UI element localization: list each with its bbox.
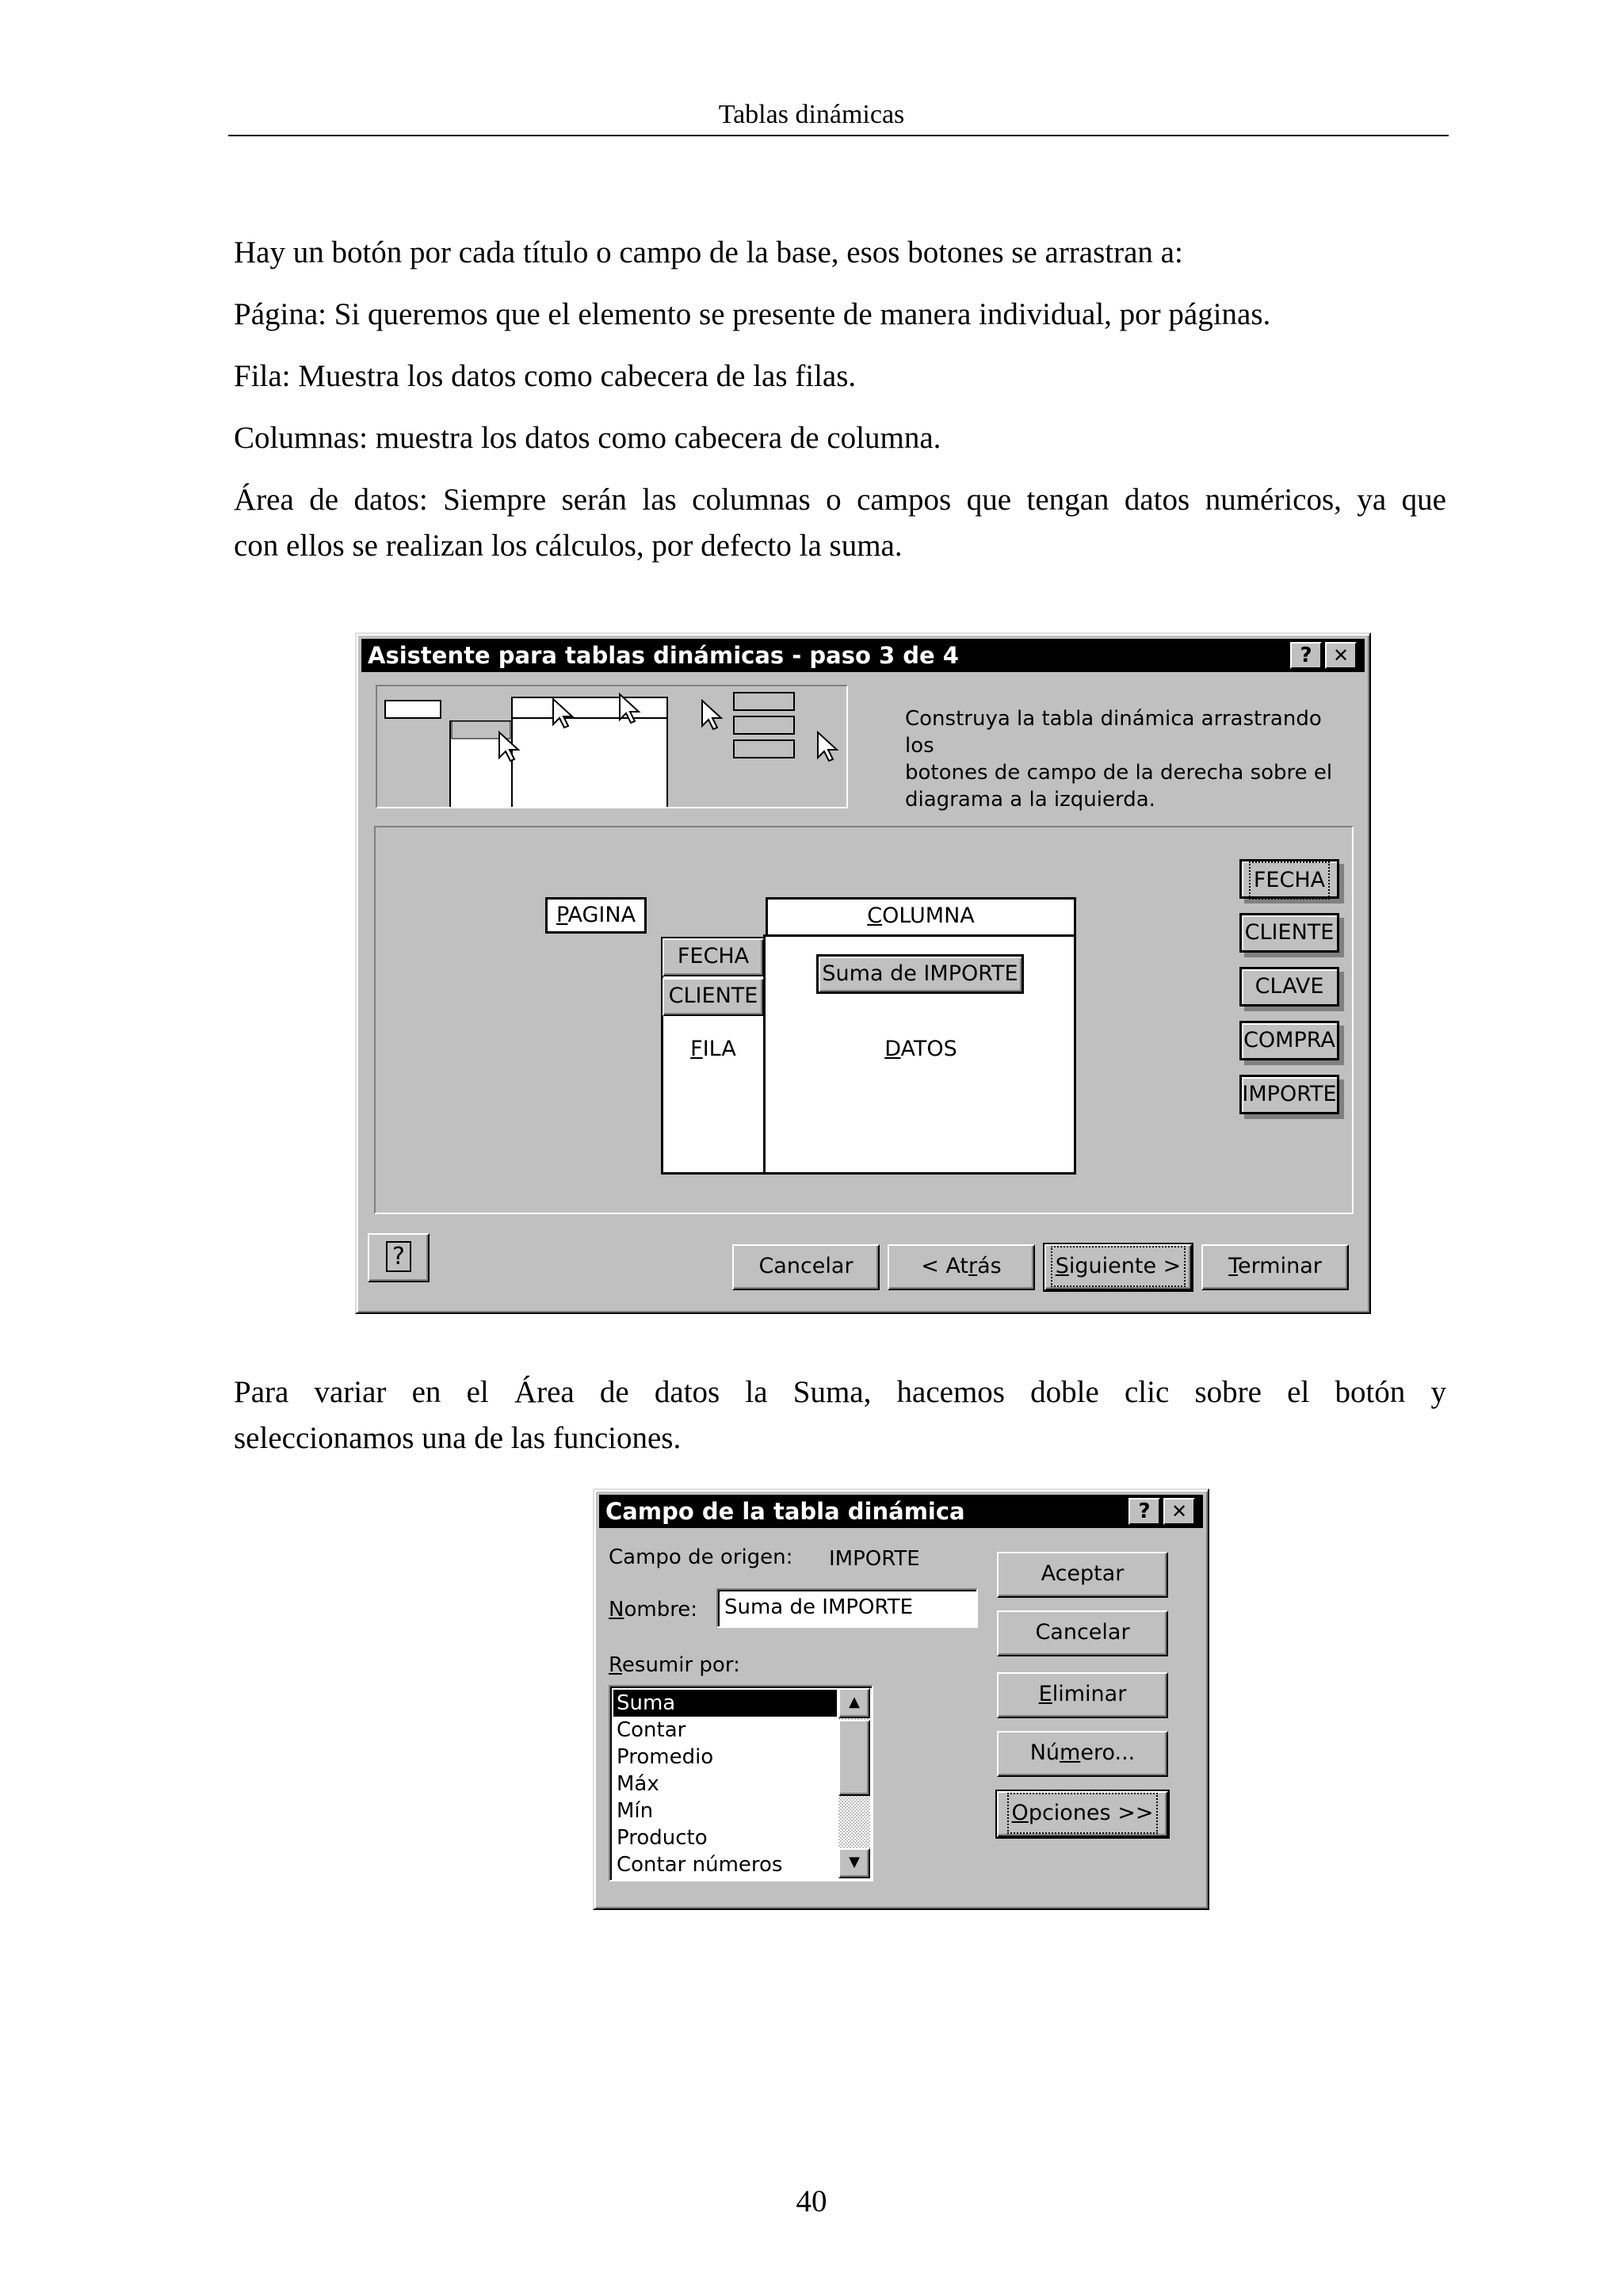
summary-function-list[interactable] [609,1685,873,1881]
paragraph-columnas: Columnas: muestra los datos como cabecera de columna. [234,421,941,455]
page-header: Tablas dinámicas [718,100,905,129]
list-item-max[interactable]: Máx [617,1772,659,1796]
scroll-up-icon[interactable]: ▲ [838,1688,870,1718]
wizard-illustration [376,685,848,808]
field-dialog-title: Campo de la tabla dinámica [605,1498,965,1525]
instructions-line-2: botones de campo de la derecha sobre el [905,761,1333,785]
scroll-thumb[interactable] [838,1720,870,1796]
source-field-label: Campo de origen: [609,1545,793,1569]
help-button[interactable] [368,1233,430,1282]
list-item-promedio[interactable]: Promedio [617,1745,714,1769]
number-button[interactable]: Número... [997,1731,1168,1777]
column-drop-area[interactable]: COLUMNA [766,897,1076,937]
list-item-contar[interactable]: Contar [617,1718,686,1742]
field-cancel-button[interactable]: Cancelar [997,1610,1168,1656]
field-button-compra[interactable]: COMPRA [1239,1021,1339,1060]
list-item-min[interactable]: Mín [617,1799,654,1823]
options-button[interactable]: Opciones >> [997,1791,1168,1837]
paragraph-pagina: Página: Si queremos que el elemento se presente de manera individual, por páginas. [234,297,1271,331]
help-icon: ? [386,1241,411,1272]
field-button-cliente[interactable]: CLIENTE [1239,913,1339,953]
pivot-wizard-dialog [355,632,1371,1314]
cancel-button[interactable]: Cancelar [732,1244,880,1290]
paragraph-area-datos-line2: con ellos se realizan los cálculos, por defecto la suma. [234,529,903,563]
drag-fields-illustration [377,686,846,807]
list-item-producto[interactable]: Producto [617,1826,708,1850]
header-rule [228,135,1449,136]
paragraph-buttons: Hay un botón por cada título o campo de la base, esos botones se arrastran a: [234,235,1183,269]
list-item-contar-numeros[interactable]: Contar números [617,1853,783,1877]
field-dialog-help-title-button[interactable]: ? [1128,1498,1160,1525]
paragraph-fila: Fila: Muestra los datos como cabecera de las filas. [234,359,857,393]
wizard-title-bar [361,639,1365,672]
close-icon[interactable]: ✕ [1325,642,1357,669]
ok-button[interactable]: Aceptar [997,1552,1168,1598]
data-label: DATOS [884,1037,957,1061]
wizard-title: Asistente para tablas dinámicas - paso 3 de 4 [368,642,959,669]
row-field-fecha[interactable]: FECHA [663,938,764,976]
wizard-instructions [905,705,1349,813]
next-button[interactable]: Siguiente > [1044,1244,1192,1290]
field-button-clave[interactable]: CLAVE [1239,967,1339,1007]
paragraph-variar-line1: Para variar en el Área de datos la Suma, hacemos doble clic sobre el botón y [234,1375,1446,1409]
field-dialog-close-icon[interactable]: ✕ [1163,1498,1195,1525]
field-button-importe[interactable]: IMPORTE [1239,1075,1339,1114]
list-scrollbar[interactable] [838,1688,870,1878]
row-field-cliente[interactable]: CLIENTE [663,978,764,1016]
page-number: 40 [796,2184,827,2218]
data-field-suma-importe[interactable]: Suma de IMPORTE [816,954,1024,994]
name-input[interactable]: Suma de IMPORTE [716,1588,978,1628]
help-title-button[interactable]: ? [1290,642,1322,669]
field-dialog-title-bar [599,1495,1203,1528]
field-button-fecha[interactable]: FECHA [1239,859,1339,899]
instructions-line-3: diagrama a la izquierda. [905,788,1155,812]
finish-button[interactable]: Terminar [1201,1244,1349,1290]
source-field-value: IMPORTE [829,1547,920,1571]
instructions-line-1: Construya la tabla dinámica arrastrando los [905,707,1322,758]
row-label: FILA [690,1037,736,1061]
back-button[interactable]: < Atrás [888,1244,1035,1290]
pivot-field-dialog [593,1488,1209,1910]
page-drop-area[interactable]: PAGINA [545,897,647,934]
scroll-down-icon[interactable]: ▼ [838,1848,870,1878]
name-label: Nombre: [609,1598,698,1622]
summarize-label: Resumir por: [609,1653,740,1677]
paragraph-area-datos-line1: Área de datos: Siempre serán las columnas o campos que tengan datos numéricos, ya que [234,483,1446,517]
column-label: C [867,904,883,928]
list-item-suma[interactable]: Suma [613,1690,837,1717]
delete-button[interactable]: Eliminar [997,1672,1168,1718]
paragraph-variar-line2: seleccionamos una de las funciones. [234,1421,682,1455]
